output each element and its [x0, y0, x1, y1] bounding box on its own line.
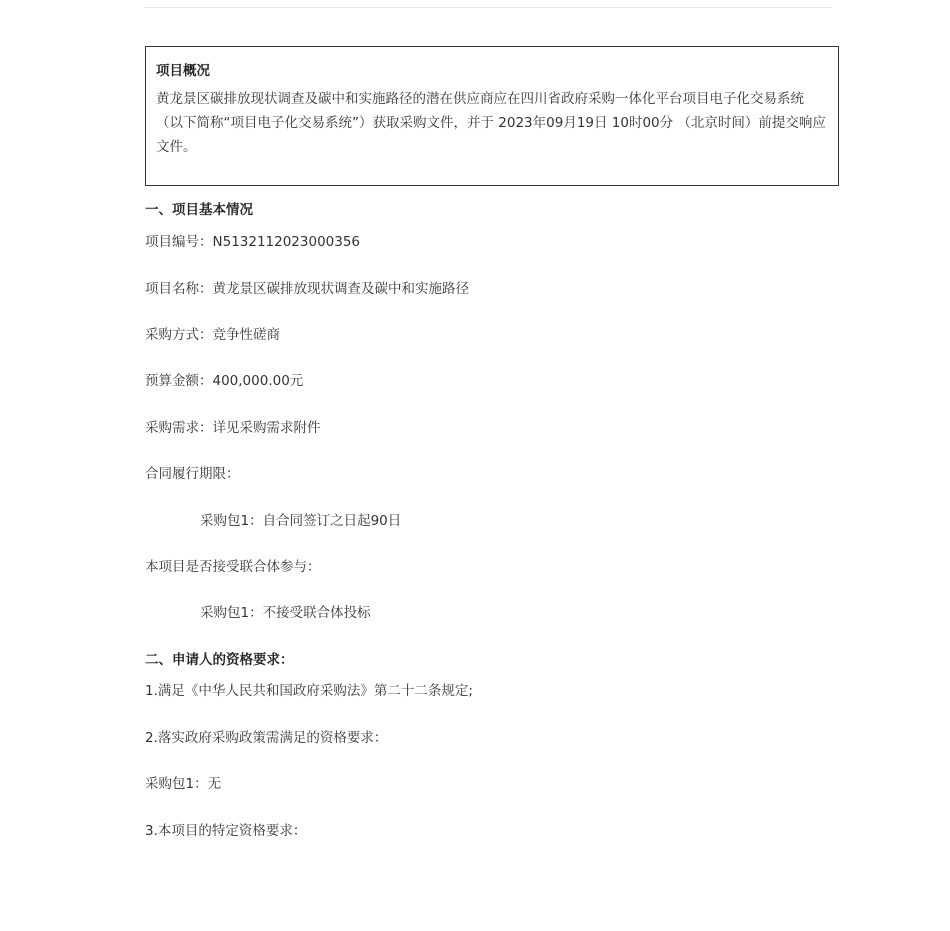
section2-heading: 二、申请人的资格要求：: [145, 652, 294, 668]
top-divider: [145, 7, 832, 8]
consortium-label: 本项目是否接受联合体参与：: [145, 559, 321, 575]
project-number: 项目编号：N5132112023000356: [145, 234, 361, 250]
contract-term-label: 合同履行期限：: [145, 466, 240, 482]
requirement-2-package1: 采购包1：无: [145, 776, 222, 792]
budget-amount: 预算金额：400,000.00元: [145, 373, 304, 389]
contract-term-package1: 采购包1：自合同签订之日起90日: [200, 513, 402, 529]
consortium-package1: 采购包1：不接受联合体投标: [200, 605, 371, 621]
requirement-1: 1.满足《中华人民共和国政府采购法》第二十二条规定;: [145, 683, 473, 699]
overview-text: 黄龙景区碳排放现状调查及碳中和实施路径的潜在供应商应在四川省政府采购一体化平台项目电子化交易系统（以下简称“项目电子化交易系统”）获取采购文件，并于 2023年09月19日 10时00分 （北京时间）前提交响应文件。: [156, 91, 826, 155]
section1-heading: 一、项目基本情况: [145, 202, 253, 218]
project-name: 项目名称：黄龙景区碳排放现状调查及碳中和实施路径: [145, 281, 469, 297]
requirement-2: 2.落实政府采购政策需满足的资格要求：: [145, 730, 388, 746]
procurement-demand: 采购需求：详见采购需求附件: [145, 420, 321, 436]
procurement-method: 采购方式：竞争性磋商: [145, 327, 280, 343]
overview-title: 项目概况: [156, 63, 210, 79]
requirement-3: 3.本项目的特定资格要求：: [145, 823, 307, 839]
project-overview-box: [145, 46, 839, 186]
